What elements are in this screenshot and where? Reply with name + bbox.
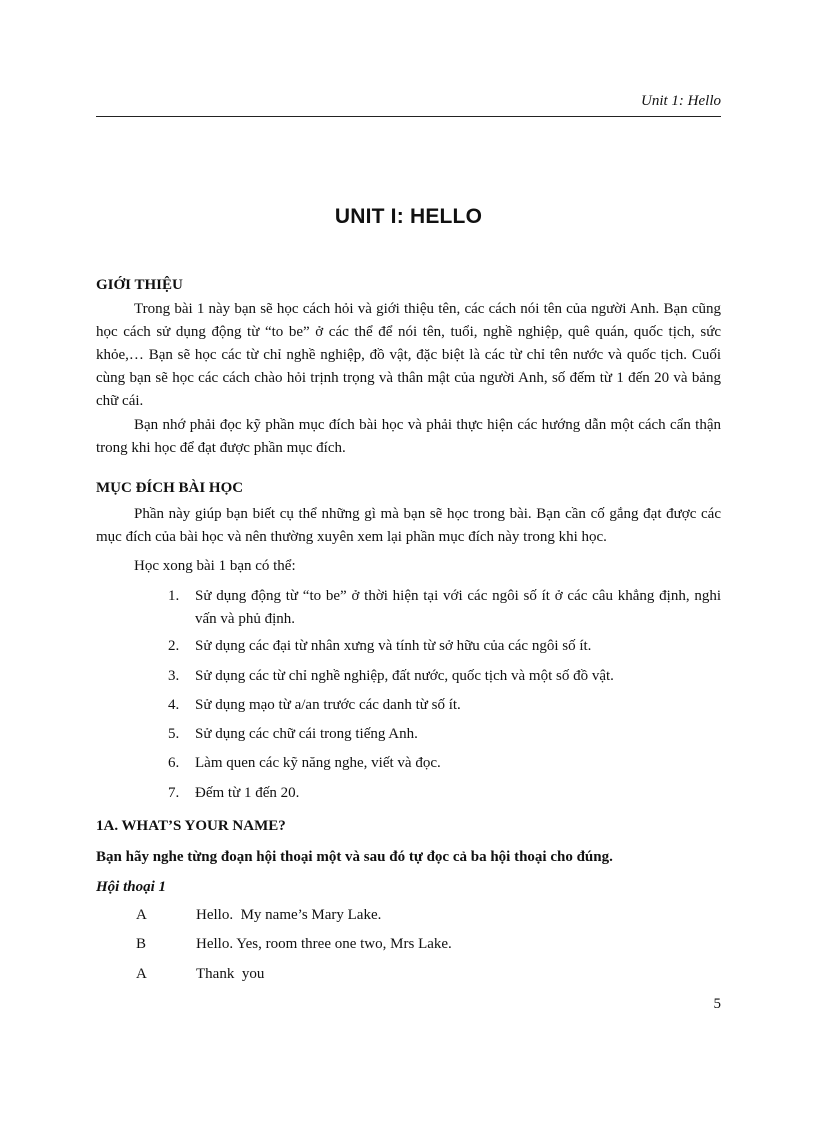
dialogue-text: Thank you: [196, 966, 265, 982]
page-number: 5: [713, 996, 721, 1012]
objectives-heading: MỤC ĐÍCH BÀI HỌC: [96, 480, 244, 496]
list-item-text: Sử dụng các đại từ nhân xưng và tính từ sở hữu của các ngôi số ít.: [195, 638, 592, 654]
objectives-lead: Học xong bài 1 bạn có thể:: [134, 558, 296, 574]
dialogue-speaker: A: [136, 907, 147, 923]
dialogue-text: Hello. Yes, room three one two, Mrs Lake.: [196, 936, 452, 952]
dialogue-speaker: B: [136, 936, 147, 952]
list-item-number: 5.: [168, 726, 180, 742]
section-1a-heading: 1A. WHAT’S YOUR NAME?: [96, 818, 286, 834]
list-item-number: 1.: [168, 588, 180, 604]
dialogue-speaker: A: [136, 966, 147, 982]
list-item-text: Sử dụng các từ chỉ nghề nghiệp, đất nước, quốc tịch và một số đồ vật.: [195, 668, 614, 684]
intro-heading: GIỚI THIỆU: [96, 277, 183, 293]
section-1a-instruction: Bạn hãy nghe từng đoạn hội thoại một và sau đó tự đọc cả ba hội thoại cho đúng.: [96, 849, 613, 865]
objectives-paragraph: Phần này giúp bạn biết cụ thể những gì mà bạn sẽ học trong bài. Bạn cần cố gắng đạt được các mục đích của bài học và nên thường xuyên xem lại phần mục đích này trong khi học.: [96, 506, 721, 545]
list-item-text: Làm quen các kỹ năng nghe, viết và đọc.: [195, 755, 441, 771]
running-header: Unit 1: Hello: [641, 93, 721, 109]
list-item-number: 2.: [168, 638, 180, 654]
list-item-text: Đếm từ 1 đến 20.: [195, 785, 300, 801]
list-item-number: 6.: [168, 755, 180, 771]
list-item-number: 4.: [168, 697, 180, 713]
list-item-number: 3.: [168, 668, 180, 684]
intro-paragraph-1: Trong bài 1 này bạn sẽ học cách hỏi và giới thiệu tên, các cách nói tên của người Anh. Bạn cũng học cách sử dụng động từ “to be” ở các thể để nói tên, tuổi, nghề nghiệp, quê quán, quốc tịch, sức khỏe,… Bạn sẽ học các từ chỉ nghề nghiệp, đồ vật, đặc biệt là các từ chỉ tên nước và quốc tịch. Cuối cùng bạn sẽ học các cách chào hỏi trịnh trọng và thân mật của người Anh, số đếm từ 1 đến 20 và bảng chữ cái.: [96, 301, 721, 409]
dialogue-text: Hello. My name’s Mary Lake.: [196, 907, 382, 923]
list-item-number: 7.: [168, 785, 180, 801]
intro-paragraph-2: Bạn nhớ phải đọc kỹ phần mục đích bài học và phải thực hiện các hướng dẫn một cách cẩn thận trong khi học để đạt được phần mục đích.: [96, 417, 721, 456]
list-item-text: Sử dụng động từ “to be” ở thời hiện tại với các ngôi số ít ở các câu khẳng định, nghi vấn và phủ định.: [195, 588, 721, 627]
list-item-text: Sử dụng các chữ cái trong tiếng Anh.: [195, 726, 418, 742]
header-rule: [96, 116, 721, 117]
unit-title: UNIT I: HELLO: [334, 205, 483, 228]
list-item-text: Sử dụng mạo từ a/an trước các danh từ số ít.: [195, 697, 461, 713]
dialogue-title: Hội thoại 1: [96, 879, 167, 895]
